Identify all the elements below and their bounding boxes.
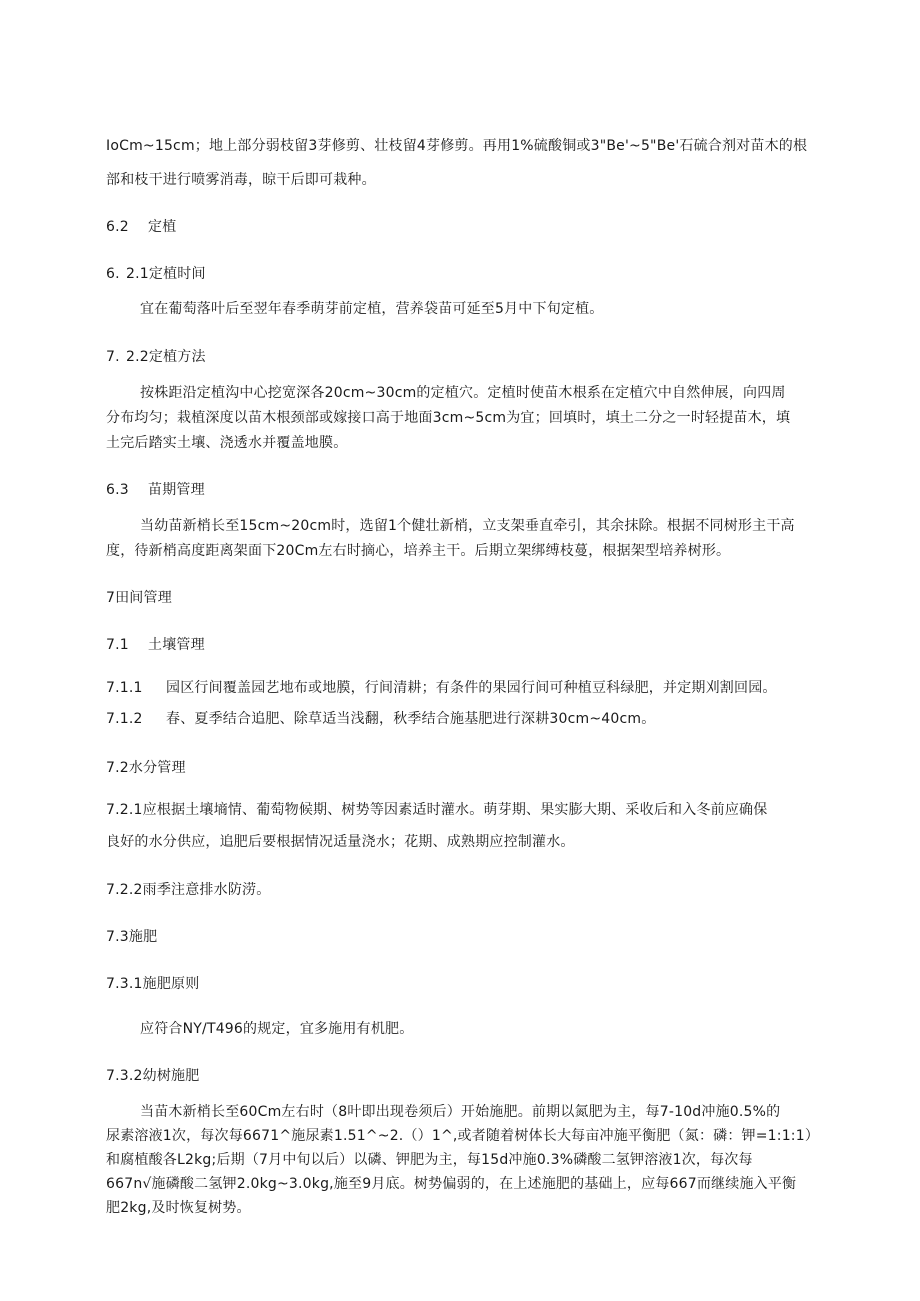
paragraph-line: 部和枝干进行喷雾消毒，晾干后即可栽种。 [106,172,376,188]
section-heading-6-2-1 [106,264,206,284]
paragraph-line: 当苗木新梢长至60Cm左右时（8叶即出现卷须后）开始施肥。前期以氮肥为主，每7-10d冲施0.5%的 [140,1104,781,1120]
section-heading-7-3-1: 7.3.1施肥原则 [106,976,200,992]
clause-7-1-2 [106,709,655,729]
paragraph-line: 按株距沿定植沟中心挖宽深各20cm~30cm的定植穴。定植时使苗木根系在定植穴中自然伸展，向四周 [140,385,786,401]
paragraph-line: 7.2.1应根据土壤墒情、葡萄物候期、树势等因素适时灌水。萌芽期、果实膨大期、采收后和入冬前应确保 [106,802,768,818]
section-heading-6-3 [106,480,205,500]
paragraph-line: 宜在葡萄落叶后至翌年春季萌芽前定植，营养袋苗可延至5月中下旬定植。 [140,301,604,317]
section-title: 定植 [148,219,177,235]
section-title: 土壤管理 [148,637,205,653]
section-heading-7: 7田间管理 [106,590,172,606]
section-number: 7. [106,349,120,365]
paragraph-line: 土完后踏实土壤、浇透水并覆盖地膜。 [106,435,348,451]
section-heading-7-1 [106,635,205,655]
clause-7-1-1 [106,678,777,698]
section-heading-7-3-2: 7.3.2幼树施肥 [106,1068,200,1084]
section-heading-7-3: 7.3施肥 [106,929,158,945]
section-title: 2.2定植方法 [126,349,206,365]
section-number: 6. [106,266,120,282]
section-number: 6.3 [106,482,129,498]
clause-number: 7.1.2 [106,711,143,727]
paragraph-line: 肥2kg,及时恢复树势。 [106,1200,251,1216]
paragraph-line: 当幼苗新梢长至15cm~20cm时，选留1个健壮新梢，立支架垂直牵引，其余抹除。根据不同树形主干高 [140,518,795,534]
paragraph-line: 度，待新梢高度距离架面下20Cm左右时摘心，培养主干。后期立架绑缚枝蔓，根据架型培养树形。 [106,543,731,559]
section-title: 苗期管理 [148,482,205,498]
section-number: 7.1 [106,637,129,653]
paragraph-line: 应符合NY/T496的规定，宜多施用有机肥。 [140,1021,414,1037]
section-heading-7-2: 7.2水分管理 [106,760,186,776]
paragraph-line: 尿素溶液1次，每次每6671^施尿素1.51^~2.（）1^,或者随着树体长大每亩冲施平衡肥（氮：磷：钾=1:1:1） [106,1128,820,1144]
clause-text: 园区行间覆盖园艺地布或地膜，行间清耕；有条件的果园行间可种植豆科绿肥，并定期刈割回园。 [166,680,777,696]
paragraph-line: 和腐植酸各L2kg;后期（7月中旬以后）以磷、钾肥为主，每15d冲施0.3%磷酸二氢钾溶液1次，每次每 [106,1152,753,1168]
paragraph-line: 分布均匀；栽植深度以苗木根颈部或嫁接口高于地面3cm~5cm为宜；回填时，填土二分之一时轻提苗木，填 [106,410,791,426]
clause-number: 7.1.1 [106,680,143,696]
clause-7-2-2: 7.2.2雨季注意排水防涝。 [106,882,271,898]
paragraph-line: 良好的水分供应，追肥后要根据情况适量浇水；花期、成熟期应控制灌水。 [106,834,575,850]
section-heading-6-2-2 [106,347,206,367]
section-number: 6.2 [106,219,129,235]
clause-text: 春、夏季结合追肥、除草适当浅翻，秋季结合施基肥进行深耕30cm~40cm。 [166,711,656,727]
section-heading-6-2 [106,217,176,237]
paragraph-line: IoCm~15cm；地上部分弱枝留3芽修剪、壮枝留4芽修剪。再用1%硫酸铜或3"Be'~5"Be'石硫合剂对苗木的根 [106,138,808,154]
paragraph-line: 667n√施磷酸二氢钾2.0kg~3.0kg,施至9月底。树势偏弱的，在上述施肥的基础上，应每667而继续施入平衡 [106,1176,797,1192]
section-title: 2.1定植时间 [126,266,206,282]
